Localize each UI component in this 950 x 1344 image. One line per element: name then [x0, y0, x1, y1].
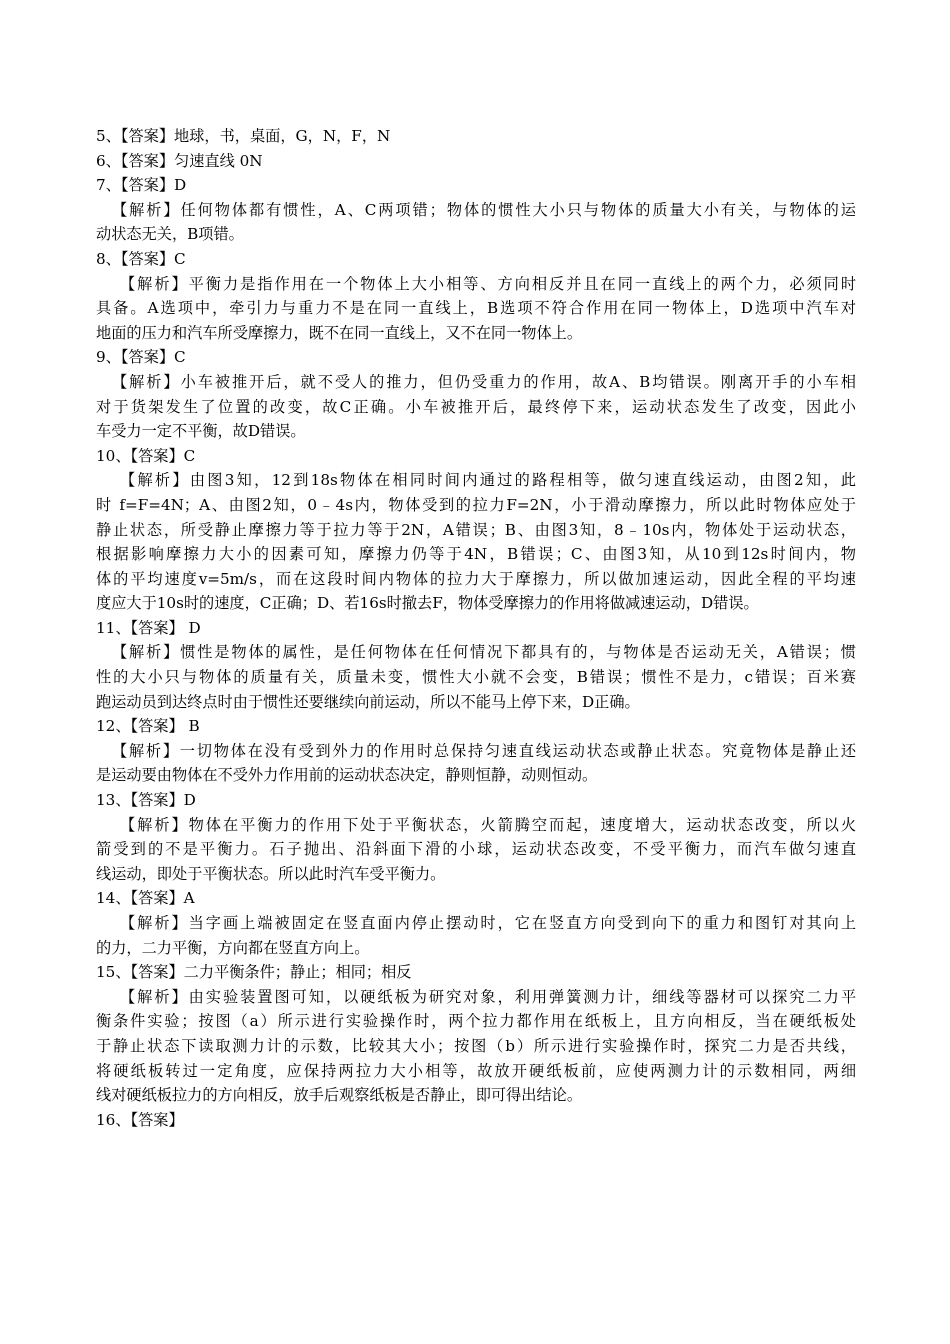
- text-line: 跑运动员到达终点时由于惯性还要继续向前运动，所以不能马上停下来，D正确。: [96, 692, 640, 711]
- text-line: 将硬纸板转过一定角度，应保持两拉力大小相等，故放开硬纸板前，应使两测力计的示数相同，两细: [96, 1061, 856, 1080]
- text-line: 【解析】惯性是物体的属性，是任何物体在任何情况下都具有的，与物体是否运动无关，A错误；惯: [112, 643, 856, 662]
- text-line: 13、【答案】D: [96, 791, 196, 810]
- text-line: 线对硬纸板拉力的方向相反，放手后观察纸板是否静止，即可得出结论。: [96, 1086, 582, 1105]
- text-line: 16、【答案】: [96, 1110, 184, 1129]
- text-line: 【解析】由实验装置图可知，以硬纸板为研究对象，利用弹簧测力计，细线等器材可以探究二力平: [120, 987, 856, 1006]
- text-line: 度应大于10s时的速度，C正确；D、若16s时撤去F，物体受摩擦力的作用将做减速运动，D错误。: [96, 594, 759, 613]
- text-line: 11、【答案】 D: [96, 618, 201, 637]
- text-line: 具备。A选项中，牵引力与重力不是在同一直线上，B选项不符合作用在同一物体上，D选项中汽车对: [96, 299, 856, 318]
- text-line: 对于货架发生了位置的改变，故C正确。小车被推开后，最终停下来，运动状态发生了改变，因此小: [96, 397, 856, 416]
- text-line: 根据影响摩擦力大小的因素可知，摩擦力仍等于4N，B错误；C、由图3知，从10到12s时间内，物: [96, 545, 856, 564]
- text-line: 9、【答案】C: [96, 348, 186, 367]
- text-line: 性的大小只与物体的质量有关，质量未变，惯性大小就不会变，B错误；惯性不是力，c错误；百米赛: [96, 668, 856, 687]
- text-line: 【解析】任何物体都有惯性，A、C两项错；物体的惯性大小只与物体的质量大小有关，与物体的运: [112, 200, 856, 219]
- text-line: 12、【答案】 B: [96, 717, 200, 736]
- text-line: 体的平均速度v=5m/s，而在这段时间内物体的拉力大于摩擦力，所以做加速运动，因此全程的平均速: [96, 569, 856, 588]
- text-line: 动状态无关，B项错。: [96, 225, 244, 244]
- text-line: 6、【答案】匀速直线 0N: [96, 151, 263, 170]
- text-line: 线运动，即处于平衡状态。所以此时汽车受平衡力。: [96, 864, 446, 883]
- text-line: 地面的压力和汽车所受摩擦力，既不在同一直线上，又不在同一物体上。: [96, 323, 582, 342]
- text-line: 7、【答案】D: [96, 176, 187, 195]
- text-line: 8、【答案】C: [96, 249, 186, 268]
- text-line: 是运动要由物体在不受外力作用前的运动状态决定，静则恒静，动则恒动。: [96, 766, 598, 785]
- text-line: 【解析】小车被推开后，就不受人的推力，但仍受重力的作用，故A、B均错误。刚离开手的小车相: [112, 372, 856, 391]
- text-line: 【解析】由图3知，12到18s物体在相同时间内通过的路程相等，做匀速直线运动，由图2知，此: [120, 471, 856, 490]
- text-line: 【解析】一切物体在没有受到外力的作用时总保持匀速直线运动状态或静止状态。究竟物体是静止还: [112, 741, 856, 760]
- text-line: 10、【答案】C: [96, 446, 196, 465]
- text-line: 于静止状态下读取测力计的示数，比较其大小；按图（b）所示进行实验操作时，探究二力是否共线，: [96, 1036, 856, 1055]
- text-line: 【解析】物体在平衡力的作用下处于平衡状态，火箭腾空而起，速度增大，运动状态改变，所以火: [120, 815, 856, 834]
- text-line: 的力，二力平衡，方向都在竖直方向上。: [96, 938, 370, 957]
- text-line: 车受力一定不平衡，故D错误。: [96, 422, 306, 441]
- text-line: 时 f=F=4N；A、由图2知，0﹣4s内，物体受到的拉力F=2N，小于滑动摩擦力，所以此时物体应处于: [96, 495, 856, 514]
- text-line: 14、【答案】A: [96, 889, 195, 908]
- answer-key-text: [96, 124, 856, 1132]
- text-line: 5、【答案】地球，书，桌面，G，N，F，N: [96, 127, 391, 145]
- text-line: 衡条件实验；按图（a）所示进行实验操作时，两个拉力都作用在纸板上，且方向相反，当在硬纸板处: [96, 1012, 856, 1031]
- text-line: 15、【答案】二力平衡条件；静止；相同；相反: [96, 963, 412, 982]
- text-line: 静止状态，所受静止摩擦力等于拉力等于2N，A错误；B、由图3知，8﹣10s内，物体处于运动状态，: [96, 520, 856, 539]
- text-line: 【解析】平衡力是指作用在一个物体上大小相等、方向相反并且在同一直线上的两个力，必须同时: [120, 274, 856, 293]
- text-line: 箭受到的不是平衡力。石子抛出、沿斜面下滑的小球，运动状态改变，不受平衡力，而汽车做匀速直: [96, 840, 856, 859]
- text-line: 【解析】当字画上端被固定在竖直面内停止摆动时，它在竖直方向受到向下的重力和图钉对其向上: [120, 914, 856, 932]
